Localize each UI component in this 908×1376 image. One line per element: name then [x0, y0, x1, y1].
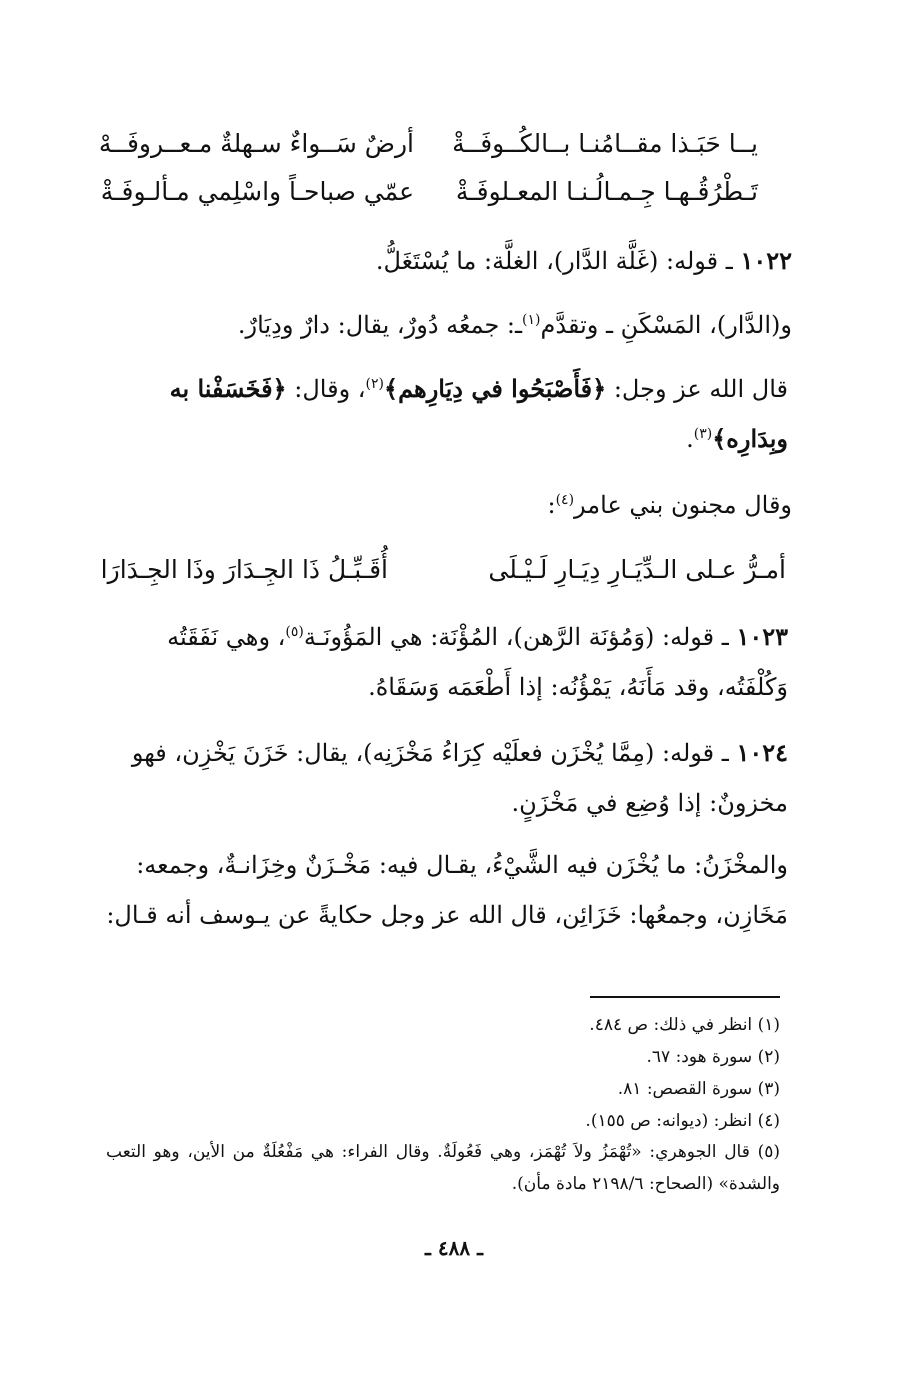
- paragraph-text: :: [547, 491, 556, 519]
- footnote-ref[interactable]: (٢): [365, 376, 385, 392]
- entry-text: ـ قوله: (غَلَّة الدَّار)، الغلَّة: ما يُسْتَغَلُّ.: [375, 247, 733, 275]
- paragraph-text: ـ: جمعُه دُورٌ، يقال: دارٌ ودِيَارٌ.: [237, 311, 523, 339]
- footnote: [106, 1042, 780, 1072]
- paragraph-line: وَكُلْفَتُه، وقد مَأَنَهُ، يَمْؤُنُه: إذا أَطْعَمَه وَسَقَاهُ.: [368, 673, 788, 701]
- quran-verse: ﴿فَأَصْبَحُوا في دِيَارِهم﴾: [384, 374, 607, 403]
- footnote-number: (٢): [757, 1047, 780, 1067]
- footnote-text: سورة هود: ٦٧.: [646, 1047, 753, 1067]
- footnote-ref[interactable]: (٥): [285, 624, 304, 640]
- footnote-text: انظر: (ديوانه: ص ١٥٥).: [585, 1111, 753, 1131]
- footnote: [106, 1106, 780, 1136]
- entry-number: ١٠٢٣: [736, 622, 788, 651]
- paragraph-line: مخزونٌ: إذا وُضِع في مَخْزَنٍ.: [511, 789, 788, 817]
- paragraph-text: و(الدَّار)، المَسْكَنِ ـ وتقدَّم: [540, 311, 792, 339]
- footnote-text: سورة القصص: ٨١.: [617, 1079, 753, 1099]
- footnote-number: (٥): [757, 1142, 781, 1162]
- footnote-text: انظر في ذلك: ص ٤٨٤.: [589, 1015, 753, 1035]
- paragraph-line: مَخَازِن، وجمعُها: خَزَائِن، قال الله عز وجل حكايةً عن يـوسف أنه قـال:: [106, 901, 788, 929]
- paragraph-text: ، وقال:: [294, 375, 366, 403]
- paragraph-text: قال الله عز وجل:: [613, 375, 788, 403]
- footnote-number: (١): [757, 1015, 780, 1035]
- page-number: ـ ٤٨٨ ـ: [425, 1236, 483, 1260]
- entry-1022: [106, 236, 792, 286]
- entry-text: ـ قوله: (وَمُؤنَة الرَّهن)، المُؤْنَة: هي المَؤُونَـة: [303, 623, 729, 651]
- footnote-ref[interactable]: (٣): [693, 426, 713, 442]
- footnote-number: (٣): [757, 1079, 780, 1099]
- paragraph-makhzan: [106, 840, 788, 940]
- footnote-ref[interactable]: (١): [522, 312, 541, 328]
- paragraph-line: [106, 728, 788, 778]
- footnote: [106, 1136, 780, 1200]
- entry-text: ـ قوله: (مِمَّا يُخْزَن فعلَيْه كِرَاءُ مَخْزَنِه)، يقال: خَزَنَ يَخْزِن، فهو: [131, 739, 729, 767]
- footnote-separator: [590, 996, 780, 998]
- paragraph-text: وقال مجنون بني عامر: [574, 491, 792, 519]
- quran-verse: وبِدَارِه﴾: [712, 424, 788, 453]
- paragraph-line: [106, 414, 788, 464]
- verse-hemistich-right: أمـرُّ عـلى الـدِّيَـارِ دِيَـارِ لَـيْـلَى: [488, 555, 786, 584]
- paragraph-dar: [106, 300, 792, 350]
- entry-1023: [106, 612, 788, 712]
- paragraph-line: [106, 364, 788, 414]
- verse-hemistich-right: تَـطْرُقُـهـا جِـمـالُـنـا المعـلوفَـةْ: [455, 177, 758, 206]
- footnote-number: (٤): [757, 1111, 780, 1131]
- entry-number: ١٠٢٢: [740, 246, 792, 275]
- entry-text: ، وهي نَفَقَتُه: [167, 623, 286, 651]
- paragraph-quran: [106, 364, 788, 464]
- verse-hemistich-left: عمّي صباحـاً واسْلِمي مـألـوفَـةْ: [100, 177, 414, 206]
- paragraph-line: والمخْزَنُ: ما يُخْزَن فيه الشَّيْءُ، يقـال فيه: مَخْـزَنٌ وخِزَانـةٌ، وجمعه:: [136, 851, 788, 879]
- paragraph-text: .: [686, 425, 694, 453]
- verse-hemistich-left: أرضٌ سَــواءٌ سـهلةٌ مـعــروفَــهْ: [98, 129, 414, 158]
- footnote: [106, 1010, 780, 1040]
- verse-hemistich-left: أُقَـبِّـلُ ذَا الجِـدَارَ وذَا الجِـدَارَا: [100, 555, 388, 584]
- quran-verse: ﴿فَخَسَفْنا به: [169, 374, 287, 403]
- footnote-text: قال الجوهري: «تُهْمَزُ ولاَ تُهْمَز، وهي فَعُولَةٌ. وقال الفراء: هي مَفْعُلَةٌ من الأين، وهو التعب والشدة» (الصحاح: ٢١٩٨/٦ مادة مأن).: [106, 1142, 780, 1194]
- footnote-ref[interactable]: (٤): [555, 492, 575, 508]
- footnote: [106, 1074, 780, 1104]
- paragraph-majnun: [106, 480, 792, 530]
- verse-hemistich-right: يــا حَبَـذا مقــامُنـا بــالكُــوفَــةْ: [452, 129, 758, 158]
- entry-1024: [106, 728, 788, 828]
- paragraph-line: [106, 612, 788, 662]
- entry-number: ١٠٢٤: [736, 738, 788, 767]
